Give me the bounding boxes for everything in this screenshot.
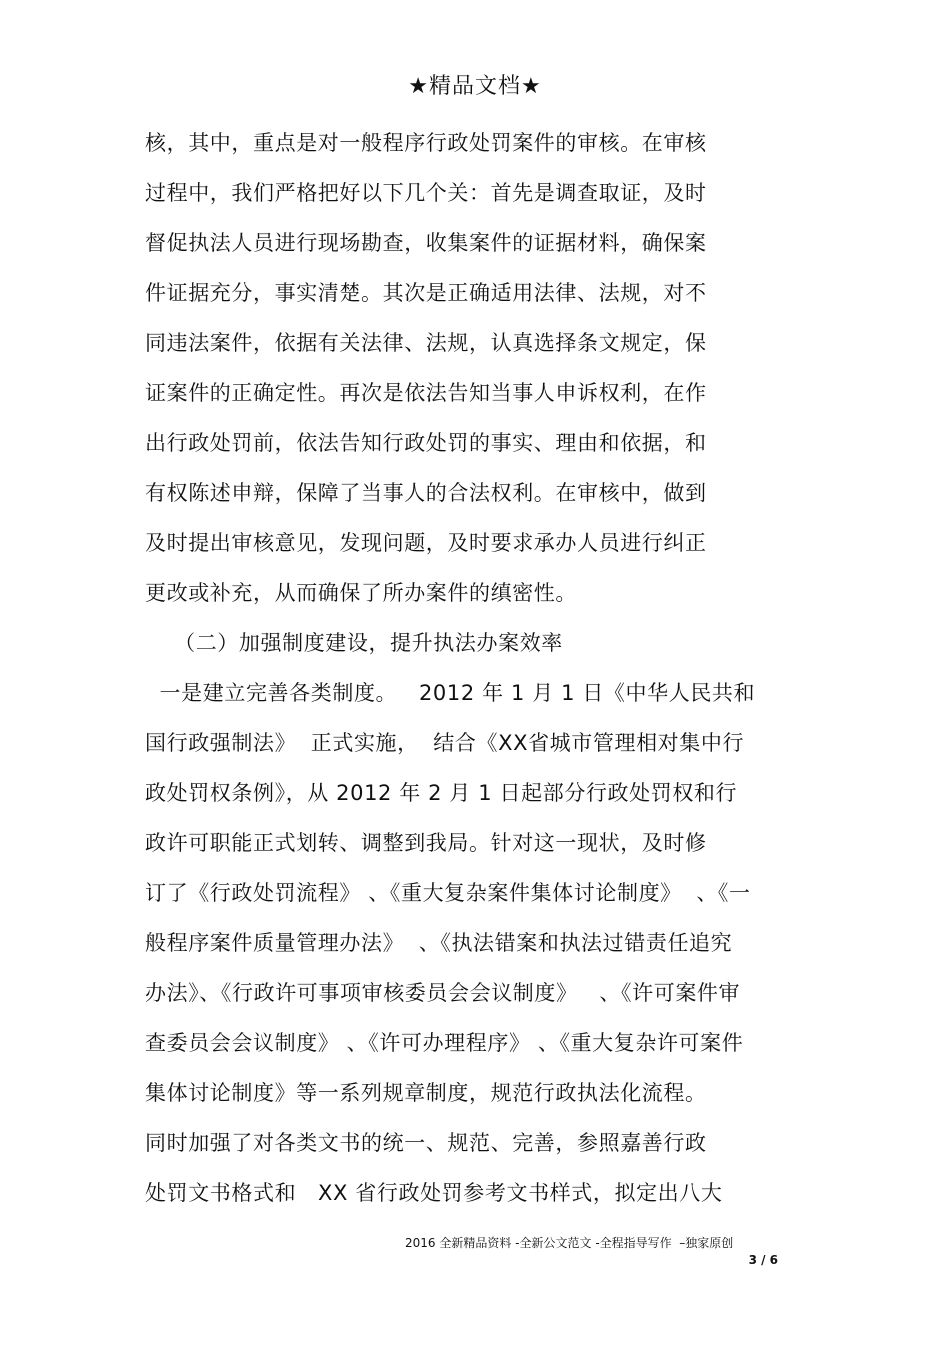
text-line: 有权陈述申辩，保障了当事人的合法权利。在审核中，做到 <box>145 481 707 505</box>
text-line: 同时加强了对各类文书的统一、规范、完善，参照嘉善行政 <box>145 1131 707 1155</box>
document-body <box>145 123 825 1223</box>
text-line: 般程序案件质量管理办法》 、《执法错案和执法过错责任追究 <box>145 931 733 955</box>
section-heading: （二）加强制度建设，提升执法办案效率 <box>145 631 563 655</box>
text-line: 查委员会会议制度》 、《许可办理程序》 、《重大复杂许可案件 <box>145 1031 744 1055</box>
page-header-title: ★精品文档★ <box>408 74 542 99</box>
text-line: 出行政处罚前，依法告知行政处罚的事实、理由和依据，和 <box>145 431 707 455</box>
text-line: 集体讨论制度》等一系列规章制度，规范行政执法化流程。 <box>145 1081 707 1105</box>
text-line: 更改或补充，从而确保了所办案件的缜密性。 <box>145 581 577 605</box>
text-line: 过程中，我们严格把好以下几个关：首先是调查取证，及时 <box>145 181 707 205</box>
text-line: 证案件的正确定性。再次是依法告知当事人申诉权利，在作 <box>145 381 707 405</box>
text-line: 督促执法人员进行现场勘查，收集案件的证据材料，确保案 <box>145 231 707 255</box>
text-line: 政许可职能正式划转、调整到我局。针对这一现状，及时修 <box>145 831 707 855</box>
page-number: 3 / 6 <box>748 1253 778 1267</box>
text-line: 件证据充分，事实清楚。其次是正确适用法律、法规，对不 <box>145 281 707 305</box>
footer-note: 2016 全新精品资料 -全新公文范文 -全程指导写作 –独家原创 <box>405 1236 734 1250</box>
text-line: 同违法案件，依据有关法律、法规，认真选择条文规定，保 <box>145 331 707 355</box>
text-line: 国行政强制法》 正式实施， 结合《XX省城市管理相对集中行 <box>145 731 745 755</box>
text-line: 处罚文书格式和 XX 省行政处罚参考文书样式，拟定出八大 <box>145 1181 723 1205</box>
text-line: 订了《行政处罚流程》 、《重大复杂案件集体讨论制度》 、《一 <box>145 881 751 905</box>
text-line: 核，其中，重点是对一般程序行政处罚案件的审核。在审核 <box>145 131 707 155</box>
text-line: 政处罚权条例》，从 2012 年 2 月 1 日起部分行政处罚权和行 <box>145 781 738 805</box>
text-line: 及时提出审核意见，发现问题，及时要求承办人员进行纠正 <box>145 531 707 555</box>
text-line: 办法》、《行政许可事项审核委员会会议制度》 、《许可案件审 <box>145 981 741 1005</box>
text-line: 一是建立完善各类制度。 2012 年 1 月 1 日《中华人民共和 <box>145 681 756 705</box>
